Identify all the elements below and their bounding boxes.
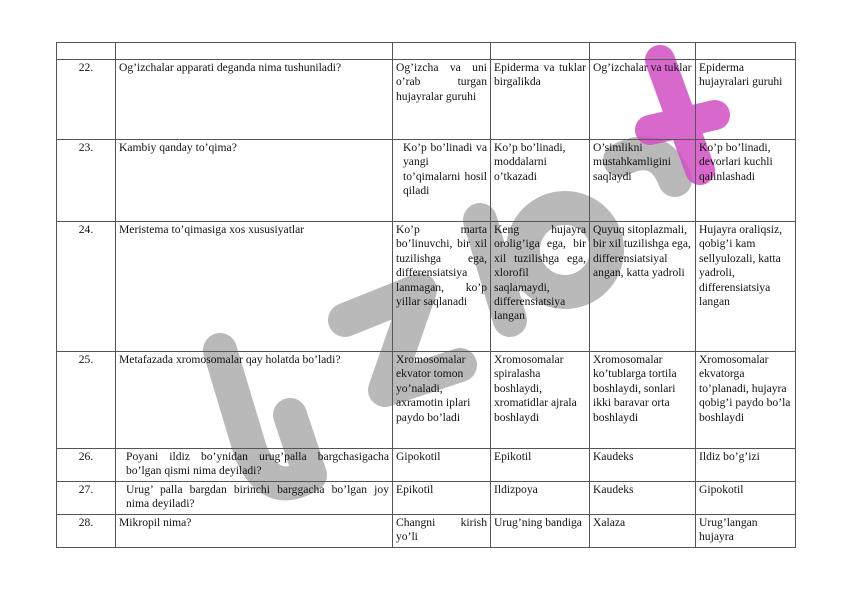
question-text: Urug’ palla bargdan birinchi barggacha bo’lgan joy nima deyiladi? bbox=[116, 482, 393, 515]
answer-c: Xalaza bbox=[590, 515, 696, 548]
question-number: 28. bbox=[57, 515, 116, 548]
answer-c: Kaudeks bbox=[590, 482, 696, 515]
question-number: 24. bbox=[57, 222, 116, 352]
question-number: 22. bbox=[57, 60, 116, 140]
answer-b: Epiderma va tuklar birgalikda bbox=[491, 60, 590, 140]
question-text: Kambiy qanday to’qima? bbox=[116, 140, 393, 222]
question-number: 26. bbox=[57, 449, 116, 482]
header-cell bbox=[57, 43, 116, 60]
answer-c: Og’izchalar va tuklar bbox=[590, 60, 696, 140]
table-row bbox=[57, 352, 796, 449]
question-text: Poyani ildiz bo’ynidan urug’palla bargchasigacha bo’lgan qismi nima deyiladi? bbox=[116, 449, 393, 482]
answer-c: Quyuq sitoplazmali, bir xil tuzilishga ega, differensiatsiyal angan, katta yadroli bbox=[590, 222, 696, 352]
answer-b: Keng hujayra orolig’iga ega, bir xil tuzilishga ega, xlorofil saqlamaydi, differensiatsiya langan bbox=[491, 222, 590, 352]
table-row bbox=[57, 222, 796, 352]
question-table bbox=[56, 42, 796, 548]
answer-b: Ildizpoya bbox=[491, 482, 590, 515]
answer-b: Xromosomalar spiralasha boshlaydi, xromatidlar ajrala boshlaydi bbox=[491, 352, 590, 449]
header-cell bbox=[393, 43, 491, 60]
answer-a: Xromosomalar ekvator tomon yo’naladi, axramotin iplari paydo bo’ladi bbox=[393, 352, 491, 449]
table-row bbox=[57, 482, 796, 515]
answer-d: Ildiz bo’g’izi bbox=[696, 449, 796, 482]
table-row bbox=[57, 515, 796, 548]
table-row bbox=[57, 449, 796, 482]
answer-a: Changni kirish yo’li bbox=[393, 515, 491, 548]
question-text: Metafazada xromosomalar qay holatda bo’ladi? bbox=[116, 352, 393, 449]
answer-d: Ko’p bo’linadi, devorlari kuchli qalinlashadi bbox=[696, 140, 796, 222]
answer-d: Epiderma hujayralari guruhi bbox=[696, 60, 796, 140]
question-number: 23. bbox=[57, 140, 116, 222]
header-cell bbox=[590, 43, 696, 60]
table-row bbox=[57, 60, 796, 140]
answer-a: Ko’p marta bo’linuvchi, bir xil tuzilishga ega, differensiatsiya lanmagan, ko’p yillar saqlanadi bbox=[393, 222, 491, 352]
question-number: 25. bbox=[57, 352, 116, 449]
answer-d: Xromosomalar ekvatorga to’planadi, hujayra qobig’i paydo bo’la boshlaydi bbox=[696, 352, 796, 449]
question-text: Mikropil nima? bbox=[116, 515, 393, 548]
question-number: 27. bbox=[57, 482, 116, 515]
answer-a: Epikotil bbox=[393, 482, 491, 515]
answer-b: Epikotil bbox=[491, 449, 590, 482]
answer-c: Xromosomalar ko’tublarga tortila boshlaydi, sonlari ikki baravar orta boshlaydi bbox=[590, 352, 696, 449]
answer-c: Kaudeks bbox=[590, 449, 696, 482]
answer-c: O’simlikni mustahkamligini saqlaydi bbox=[590, 140, 696, 222]
question-text: Og’izchalar apparati deganda nima tushuniladi? bbox=[116, 60, 393, 140]
answer-a: Og’izcha va uni o’rab turgan hujayralar guruhi bbox=[393, 60, 491, 140]
question-text: Meristema to’qimasiga xos xususiyatlar bbox=[116, 222, 393, 352]
header-cell bbox=[491, 43, 590, 60]
header-cell bbox=[696, 43, 796, 60]
answer-d: Hujayra oraliqsiz, qobig’i kam sellyulozali, katta yadroli, differensiatsiya langan bbox=[696, 222, 796, 352]
answer-a: Gipokotil bbox=[393, 449, 491, 482]
answer-d: Gipokotil bbox=[696, 482, 796, 515]
table-header-row bbox=[57, 43, 796, 60]
answer-d: Urug’langan hujayra bbox=[696, 515, 796, 548]
answer-b: Ko’p bo’linadi, moddalarni o’tkazadi bbox=[491, 140, 590, 222]
answer-b: Urug’ning bandiga bbox=[491, 515, 590, 548]
table-row bbox=[57, 140, 796, 222]
header-cell bbox=[116, 43, 393, 60]
answer-a: Ko’p bo’linadi va yangi to’qimalarni hosil qiladi bbox=[393, 140, 491, 222]
